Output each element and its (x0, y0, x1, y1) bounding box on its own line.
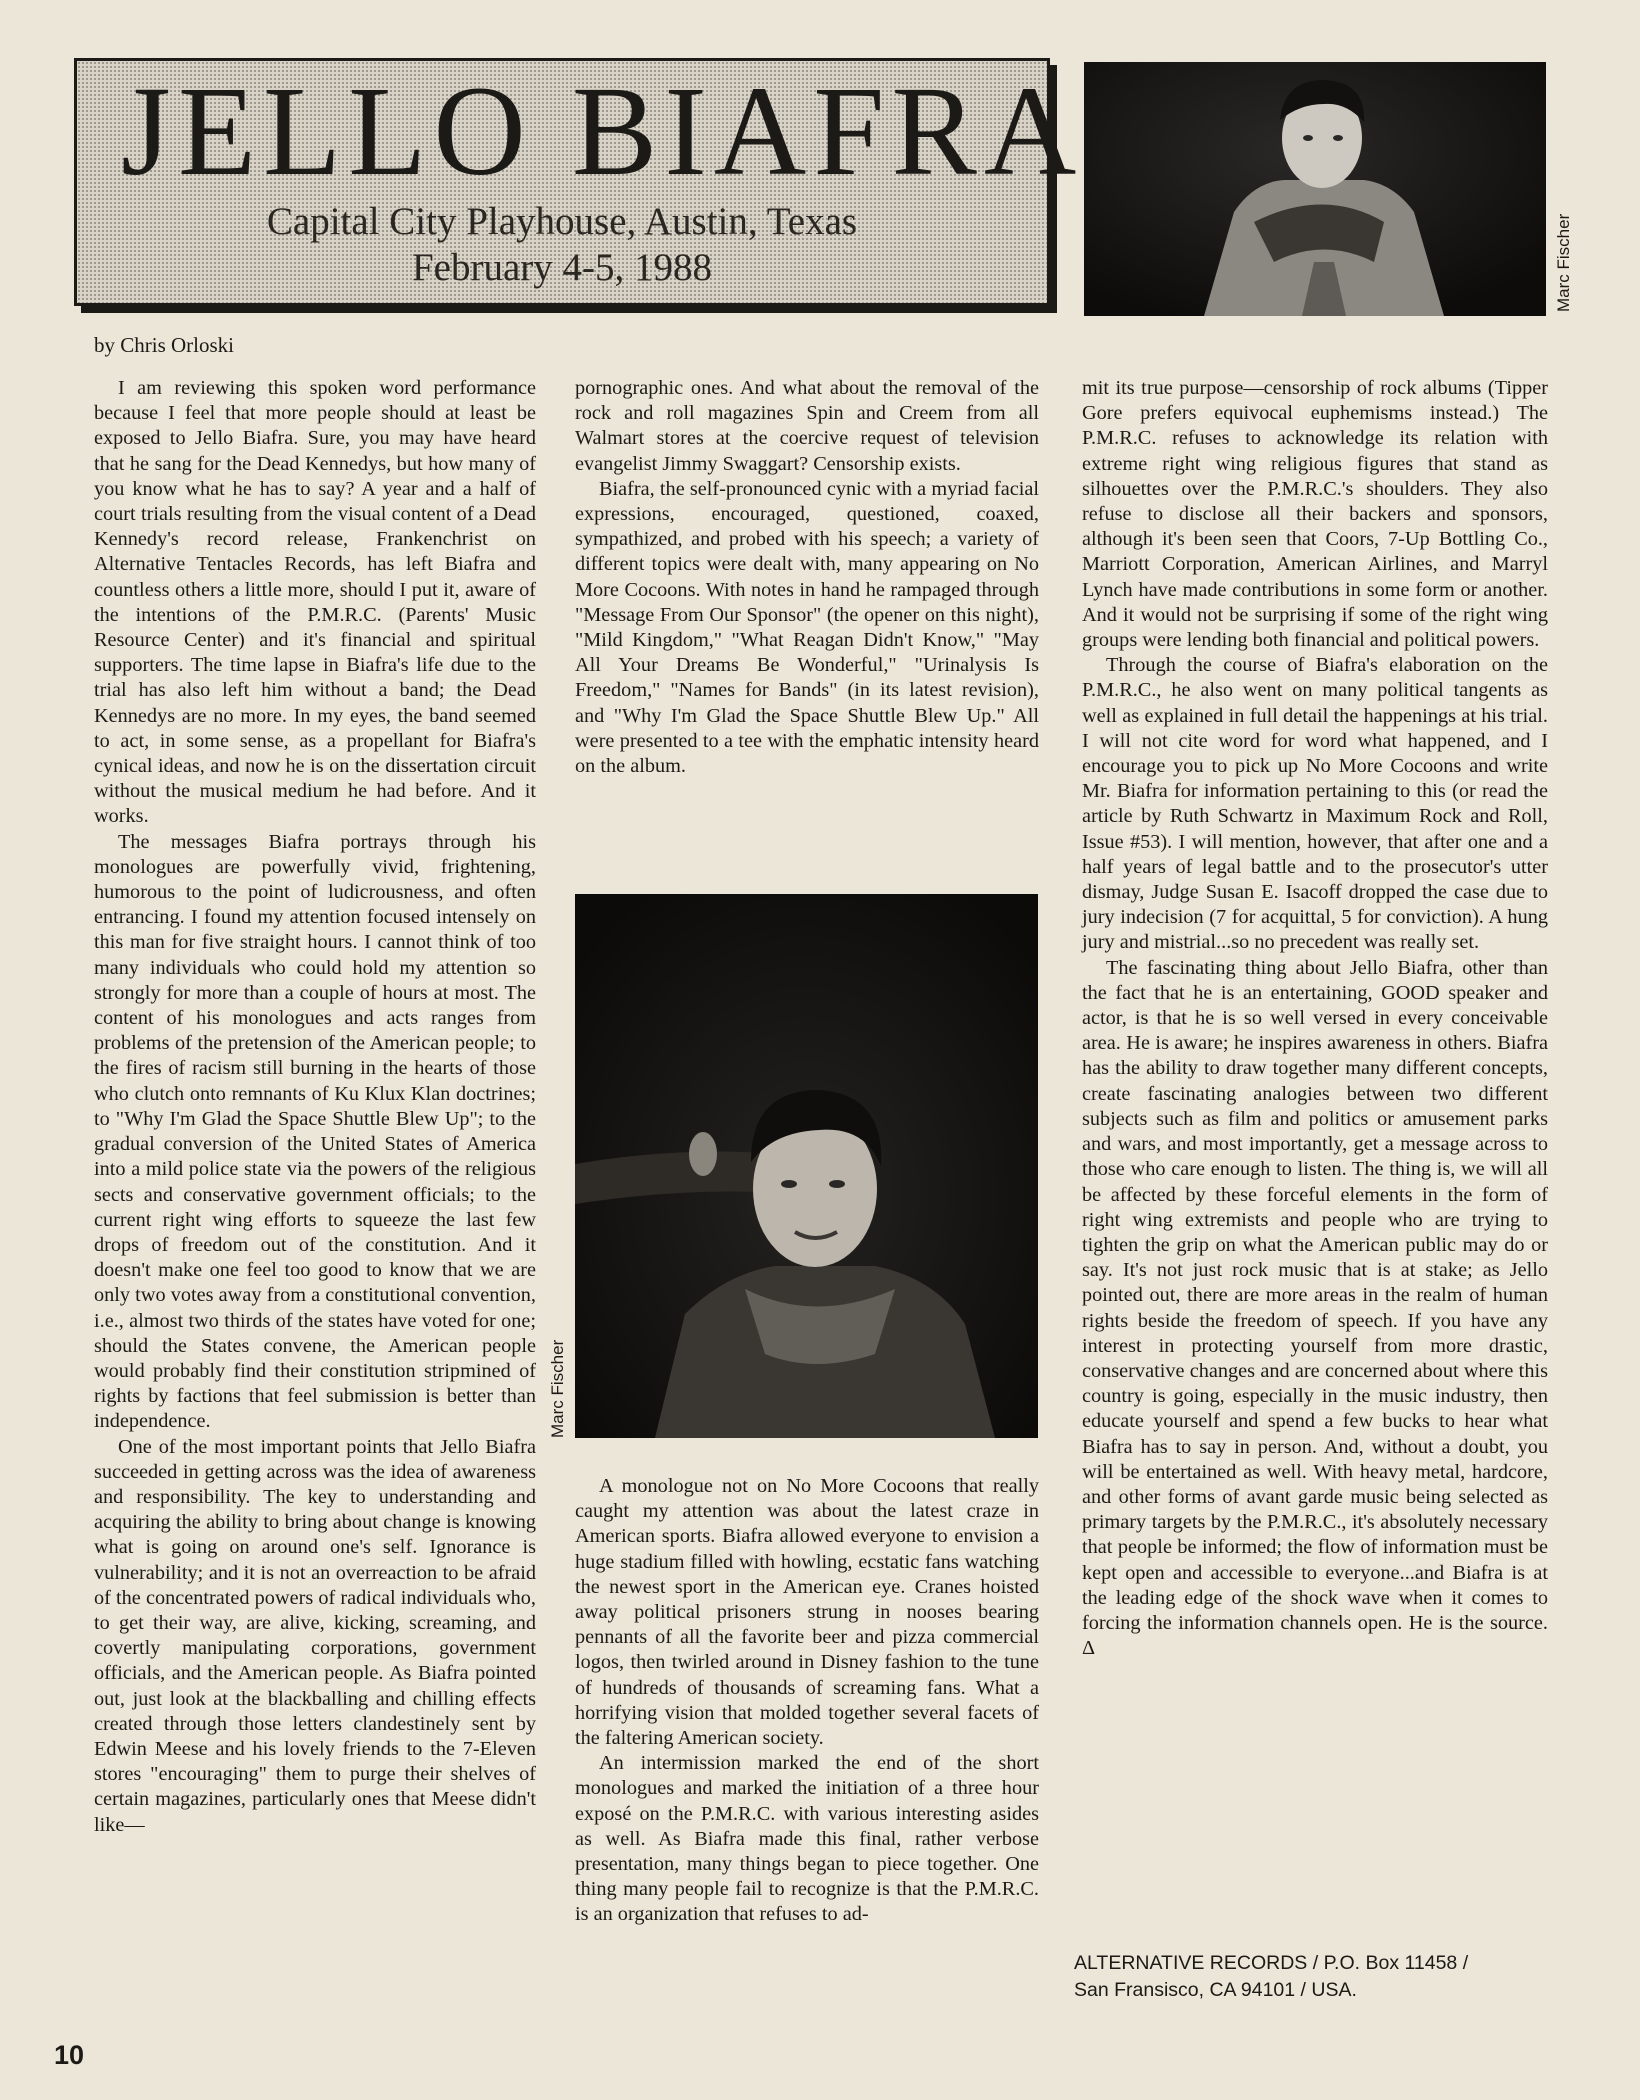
paragraph: pornographic ones. And what about the removal of the rock and roll magazines Spin and Creem from all Walmart stores at the coercive request of television evangelist Jimmy Swaggart? Censorship exists. (575, 377, 1039, 475)
title-box (74, 58, 1084, 306)
address-line: San Fransisco, CA 94101 / USA. (1074, 1979, 1357, 2001)
paragraph: A monologue not on No More Cocoons that really caught my attention was about the latest craze in American sports. Biafra allowed everyone to envision a huge stadium filled with howling, ecstatic fans watching the newest sport in the American eye. Cranes hoisted away political prisoners strung in nooses bearing pennants of all the favorite beer and pizza commercial logos, then twirled around in Disney fashion to the tune of hundreds of thousands of screaming fans. What a horrifying vision that molded together several facets of the faltering American society. (575, 1475, 1039, 1750)
photo-top-image (1084, 62, 1546, 316)
column-2-top (575, 376, 1039, 779)
paragraph: Through the course of Biafra's elaboration on the P.M.R.C., he also went on many political tangents as well as explained in full detail the happenings at his trial. I will not cite word for word what happened, and I encourage you to pick up No More Cocoons and write Mr. Biafra for information pertaining to this (or read the article by Ruth Schwartz in Maximum Rock and Roll, Issue #53). I will mention, however, that after one and a half years of legal battle and to the prosecutor's utter dismay, Judge Susan E. Isacoff dropped the case due to jury indecision (7 for acquittal, 5 for conviction). A hung jury and mistrial...so no precedent was really set. (1082, 654, 1548, 954)
photo-top (1084, 62, 1546, 316)
column-2-bottom (575, 1474, 1039, 1928)
paragraph: I am reviewing this spoken word performance because I feel that more people should at least be exposed to Jello Biafra. Sure, you may have heard that he sang for the Dead Kennedys, but how many of you know what he has to say? A year and a half of court trials resulting from the visual content of a Dead Kennedy's record release, Frankenchrist on Alternative Tentacles Records, has left Biafra and countless others a little more, should I put it, aware of the intentions of the P.M.R.C. (Parents' Music Resource Center) and it's financial and spiritual supporters. The time lapse in Biafra's life due to the trial has also left him without a band; the Dead Kennedys are no more. In my eyes, the band seemed to act, in some sense, as a propellant for Biafra's cynical ideas, and now he is on the dissertation circuit without the musical medium he had before. And it works. (94, 377, 536, 828)
column-1 (94, 376, 536, 1838)
byline: by Chris Orloski (94, 333, 235, 357)
venue-line: Capital City Playhouse, Austin, Texas (266, 200, 858, 243)
paragraph: Biafra, the self-pronounced cynic with a myriad facial expressions, encouraged, questioned, coaxed, sympathized, and probed with his speech; a variety of different topics were dealt with, many appearing on No More Cocoons. With notes in hand he rampaged through "Message From Our Sponsor" (the opener on this night), "Mild Kingdom," "What Reagan Didn't Know," "May All Your Dreams Be Wonderful," "Urinalysis Is Freedom," "Names for Bands" (in its latest revision), and "Why I'm Glad the Space Shuttle Blew Up." All were presented to a tee with the emphatic intensity heard on the album. (575, 477, 1039, 778)
paragraph: mit its true purpose—censorship of rock albums (Tipper Gore prefers equivocal euphemisms instead.) The P.M.R.C. refuses to acknowledge its relation with extreme right wing religious figures that stand as silhouettes over the P.M.R.C.'s shoulders. They also refuse to disclose all their backers and sponsors, although it's been seen that Coors, 7-Up Bottling Co., Marriott Corporation, American Airlines, and Marryl Lynch have made contributions in some form or another. And it would not be surprising if some of the right wing groups were lending both financial and political powers. (1082, 377, 1548, 652)
photo-credit-top: Marc Fischer (1554, 213, 1573, 312)
page-number: 10 (54, 2040, 85, 2070)
article-title: JELLO BIAFRA (121, 60, 1084, 202)
photo-middle-image (575, 894, 1038, 1438)
record-label-address (1074, 1950, 1554, 2004)
paragraph: An intermission marked the end of the short monologues and marked the initiation of a three hour exposé on the P.M.R.C. with various interesting asides as well. As Biafra made this final, rather verbose presentation, many things began to piece together. One thing many people fail to recognize is that the P.M.R.C. is an organization that refuses to ad- (575, 1752, 1039, 1926)
address-line: ALTERNATIVE RECORDS / P.O. Box 11458 / (1074, 1952, 1469, 1974)
column-3 (1082, 376, 1548, 1661)
dates-line: February 4-5, 1988 (411, 246, 713, 289)
photo-middle (575, 894, 1038, 1438)
paragraph: One of the most important points that Jello Biafra succeeded in getting across was the idea of awareness and responsibility. The key to understanding and acquiring the ability to bring about change is knowing what is going on around one's self. Ignorance is vulnerability; and it is not an overreaction to be afraid of the concentrated powers of radical individuals who, to get their way, are alive, kicking, screaming, and covertly manipulating corporations, government officials, and the American people. As Biafra pointed out, just look at the blackballing and chilling effects created through those letters clandestinely sent by Edwin Meese and his lovely friends to the 7-Eleven stores "encouraging" them to purge their shelves of certain magazines, particularly ones that Meese didn't like— (94, 1435, 536, 1836)
paragraph: The fascinating thing about Jello Biafra, other than the fact that he is an entertaining, GOOD speaker and actor, is that he is so well versed in every conceivable area. He is aware; he inspires awareness in others. Biafra has the ability to draw together many different concepts, create fascinating analogies between two different subjects such as film and politics or amusement parks and wars, and most importantly, get a message across to those who care enough to listen. The thing is, we will all be affected by these forceful elements in the form of right wing extremists and people who are trying to tighten the grip on what the American public may do or say. It's not just rock music that is at stake; as Jello pointed out, there are more areas in the realm of human rights beside the freedom of speech. If you have any interest in protecting yourself from more drastic, conservative changes and are concerned about where this country is going, especially in the music industry, then educate yourself and spend a few bucks to hear what Biafra has to say in person. And, without a doubt, you will be entertained as well. With heavy metal, hardcore, and other forms of avant garde music being selected as primary targets by the P.M.R.C., it's absolutely necessary that people be informed; the flow of information must be kept open and accessible to everyone...and Biafra is at the leading edge of the shock wave when it comes to forcing the information channels open. He is the source. Δ (1082, 956, 1548, 1660)
photo-credit-middle: Marc Fischer (548, 1339, 567, 1438)
paragraph: The messages Biafra portrays through his monologues are powerfully vivid, frightening, humorous to the point of ludicrousness, and often entrancing. I found my attention focused intensely on this man for five straight hours. I cannot think of too many individuals who could hold my attention so strongly for more than a couple of hours at most. The content of his monologues and acts ranges from problems of the pretension of the American people; to the fires of racism still burning in the hearts of those who clutch onto remnants of Ku Klux Klan doctrines; to "Why I'm Glad the Space Shuttle Blew Up"; to the gradual conversion of the United States of America into a mild police state via the powers of the religious sects and conservative government officials; to the current right wing efforts to squeeze the last few drops of freedom out of the constitution. And it doesn't make one feel too good to know that we are only two votes away from a constitutional convention, i.e., almost two thirds of the states have voted for one; should the States convene, the American people would probably find their constitution stripmined of rights by factions that feel submission is better than independence. (94, 830, 536, 1433)
